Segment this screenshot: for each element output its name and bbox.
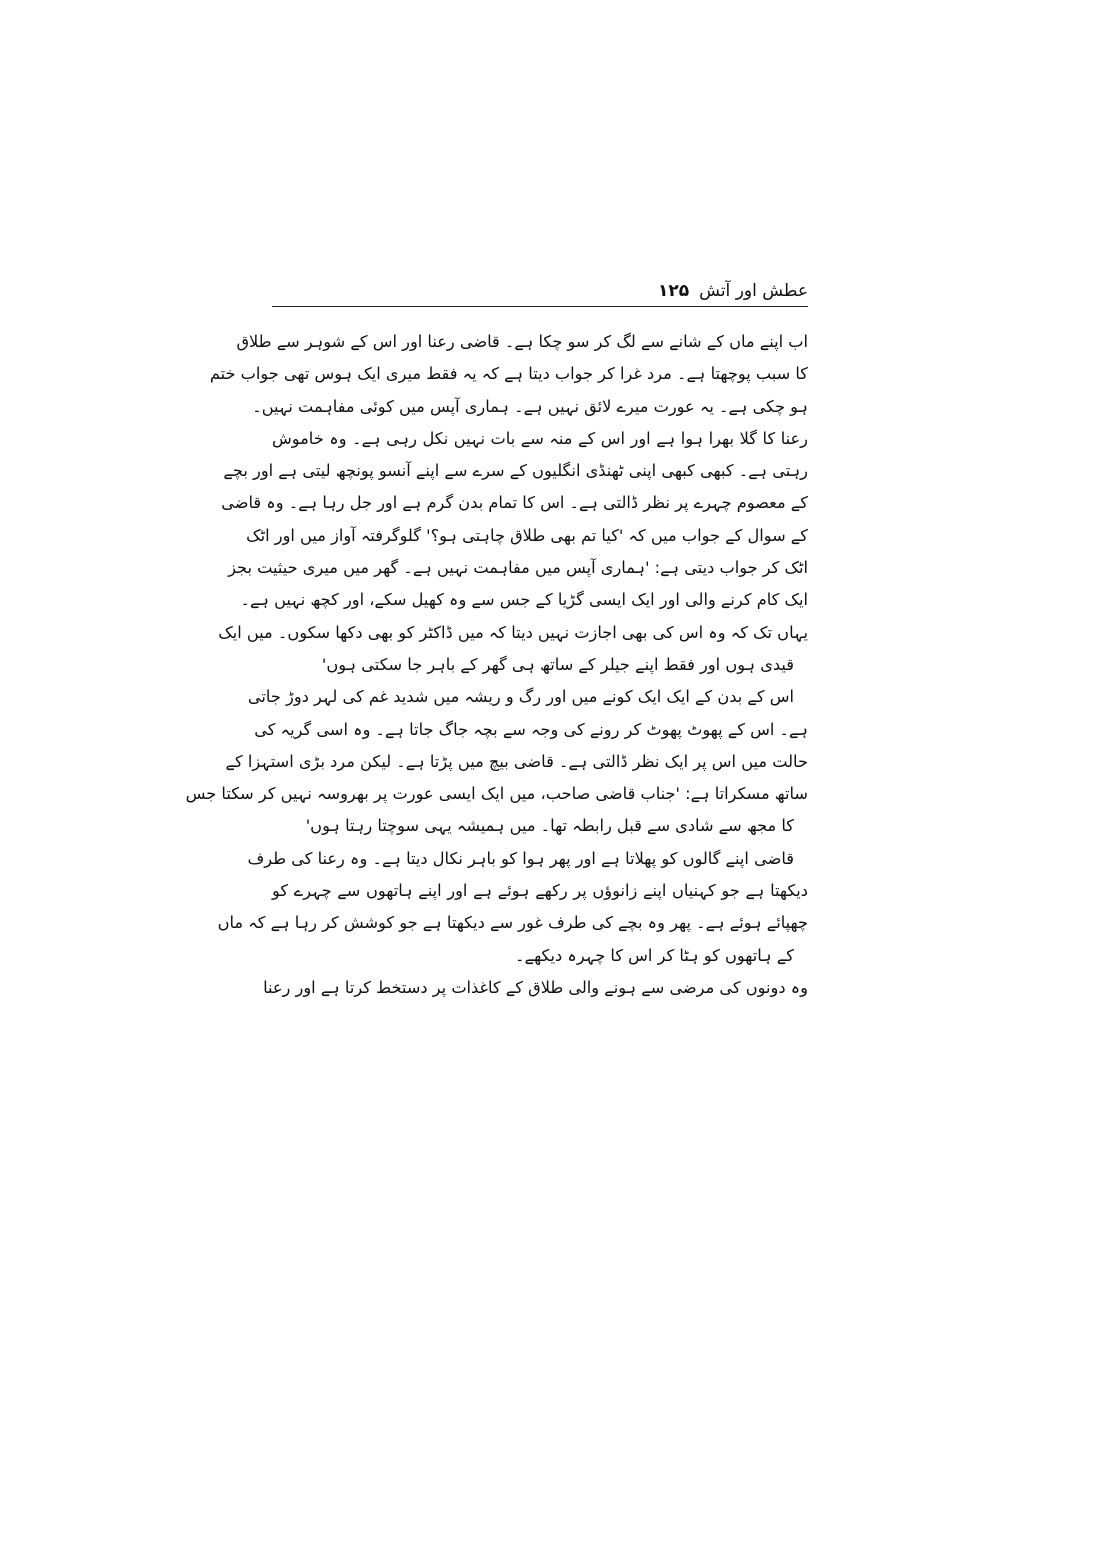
text-line: کے معصوم چہرے پر نظر ڈالتی ہے۔ اس کا تمام بدن گرم ہے اور جل رہا ہے۔ وہ قاضی	[221, 493, 808, 513]
text-line: کا مجھ سے شادی سے قبل رابطہ تھا۔ میں ہمیشہ یہی سوچتا رہتا ہوں'	[305, 816, 794, 836]
text-line: یہاں تک کہ وہ اس کی بھی اجازت نہیں دیتا کہ میں ڈاکٹر کو بھی دکھا سکوں۔ میں ایک	[218, 622, 808, 642]
text-line: کے سوال کے جواب میں کہ 'کیا تم بھی طلاق چاہتی ہو؟' گلوگرفتہ آواز میں اور اٹک	[246, 525, 808, 545]
text-line: ساتھ مسکراتا ہے: 'جناب قاضی صاحب، میں ایک ایسی عورت پر بھروسہ نہیں کر سکتا جس	[185, 784, 808, 804]
page-number: ۱۲۵	[658, 281, 690, 301]
text-line: اب اپنے ماں کے شانے سے لگ کر سو چکا ہے۔ قاضی رعنا اور اس کے شوہر سے طلاق	[236, 332, 808, 351]
text-line: چھپائے ہوئے ہے۔ پھر وہ بچے کی طرف غور سے دیکھتا ہے جو کوشش کر رہا ہے کہ ماں	[217, 913, 808, 933]
text-line: ہے۔ اس کے پھوٹ پھوٹ کر رونے کی وجہ سے بچہ جاگ جاتا ہے۔ وہ اسی گریہ کی	[254, 719, 808, 739]
text-line: اٹک کر جواب دیتی ہے: 'ہماری آپس میں مفاہمت نہیں ہے۔ گھر میں میری حیثیت بجز	[228, 558, 808, 578]
book-title: عطش اور آتش	[699, 281, 808, 301]
body-text	[185, 326, 808, 1004]
text-line: اس کے بدن کے ایک ایک کونے میں اور رگ و ریشہ میں شدید غم کی لہر دوڑ جاتی	[247, 687, 794, 707]
text-line: دیکھتا ہے جو کہنیاں اپنے زانوؤں پر رکھے ہوئے ہے اور اپنے ہاتھوں سے چہرے کو	[272, 881, 808, 901]
text-line: قیدی ہوں اور فقط اپنے جیلر کے ساتھ ہی گھر کے باہر جا سکتی ہوں'	[321, 654, 794, 674]
running-header	[272, 276, 808, 306]
text-line: وہ دونوں کی مرضی سے ہونے والی طلاق کے کاغذات پر دستخط کرتا ہے اور رعنا	[263, 977, 808, 997]
text-line: حالت میں اس پر ایک نظر ڈالتی ہے۔ قاضی بیچ میں پڑتا ہے۔ لیکن مرد بڑی استہزا کے	[225, 751, 808, 771]
header-rule	[272, 306, 808, 307]
text-line: ایک کام کرنے والی اور ایک ایسی گڑیا کے جس سے وہ کھیل سکے، اور کچھ نہیں ہے۔	[240, 590, 808, 610]
text-line: قاضی اپنے گالوں کو پھلاتا ہے اور پھر ہوا کو باہر نکال دیتا ہے۔ وہ رعنا کی طرف	[247, 848, 794, 868]
text-line: رہتی ہے۔ کبھی کبھی اپنی ٹھنڈی انگلیوں کے سرے سے اپنے آنسو پونچھ لیتی ہے اور بچے	[223, 461, 808, 481]
text-line: کے ہاتھوں کو ہٹا کر اس کا چہرہ دیکھے۔	[515, 945, 794, 965]
text-line: رعنا کا گلا بھرا ہوا ہے اور اس کے منہ سے بات نہیں نکل رہی ہے۔ وہ خاموش	[272, 428, 808, 448]
text-line: ہو چکی ہے۔ یہ عورت میرے لائق نہیں ہے۔ ہماری آپس میں کوئی مفاہمت نہیں۔	[252, 396, 808, 416]
text-line: کا سبب پوچھتا ہے۔ مرد غرا کر جواب دیتا ہے کہ یہ فقط میری ایک ہوس تھی جواب ختم	[209, 364, 808, 384]
